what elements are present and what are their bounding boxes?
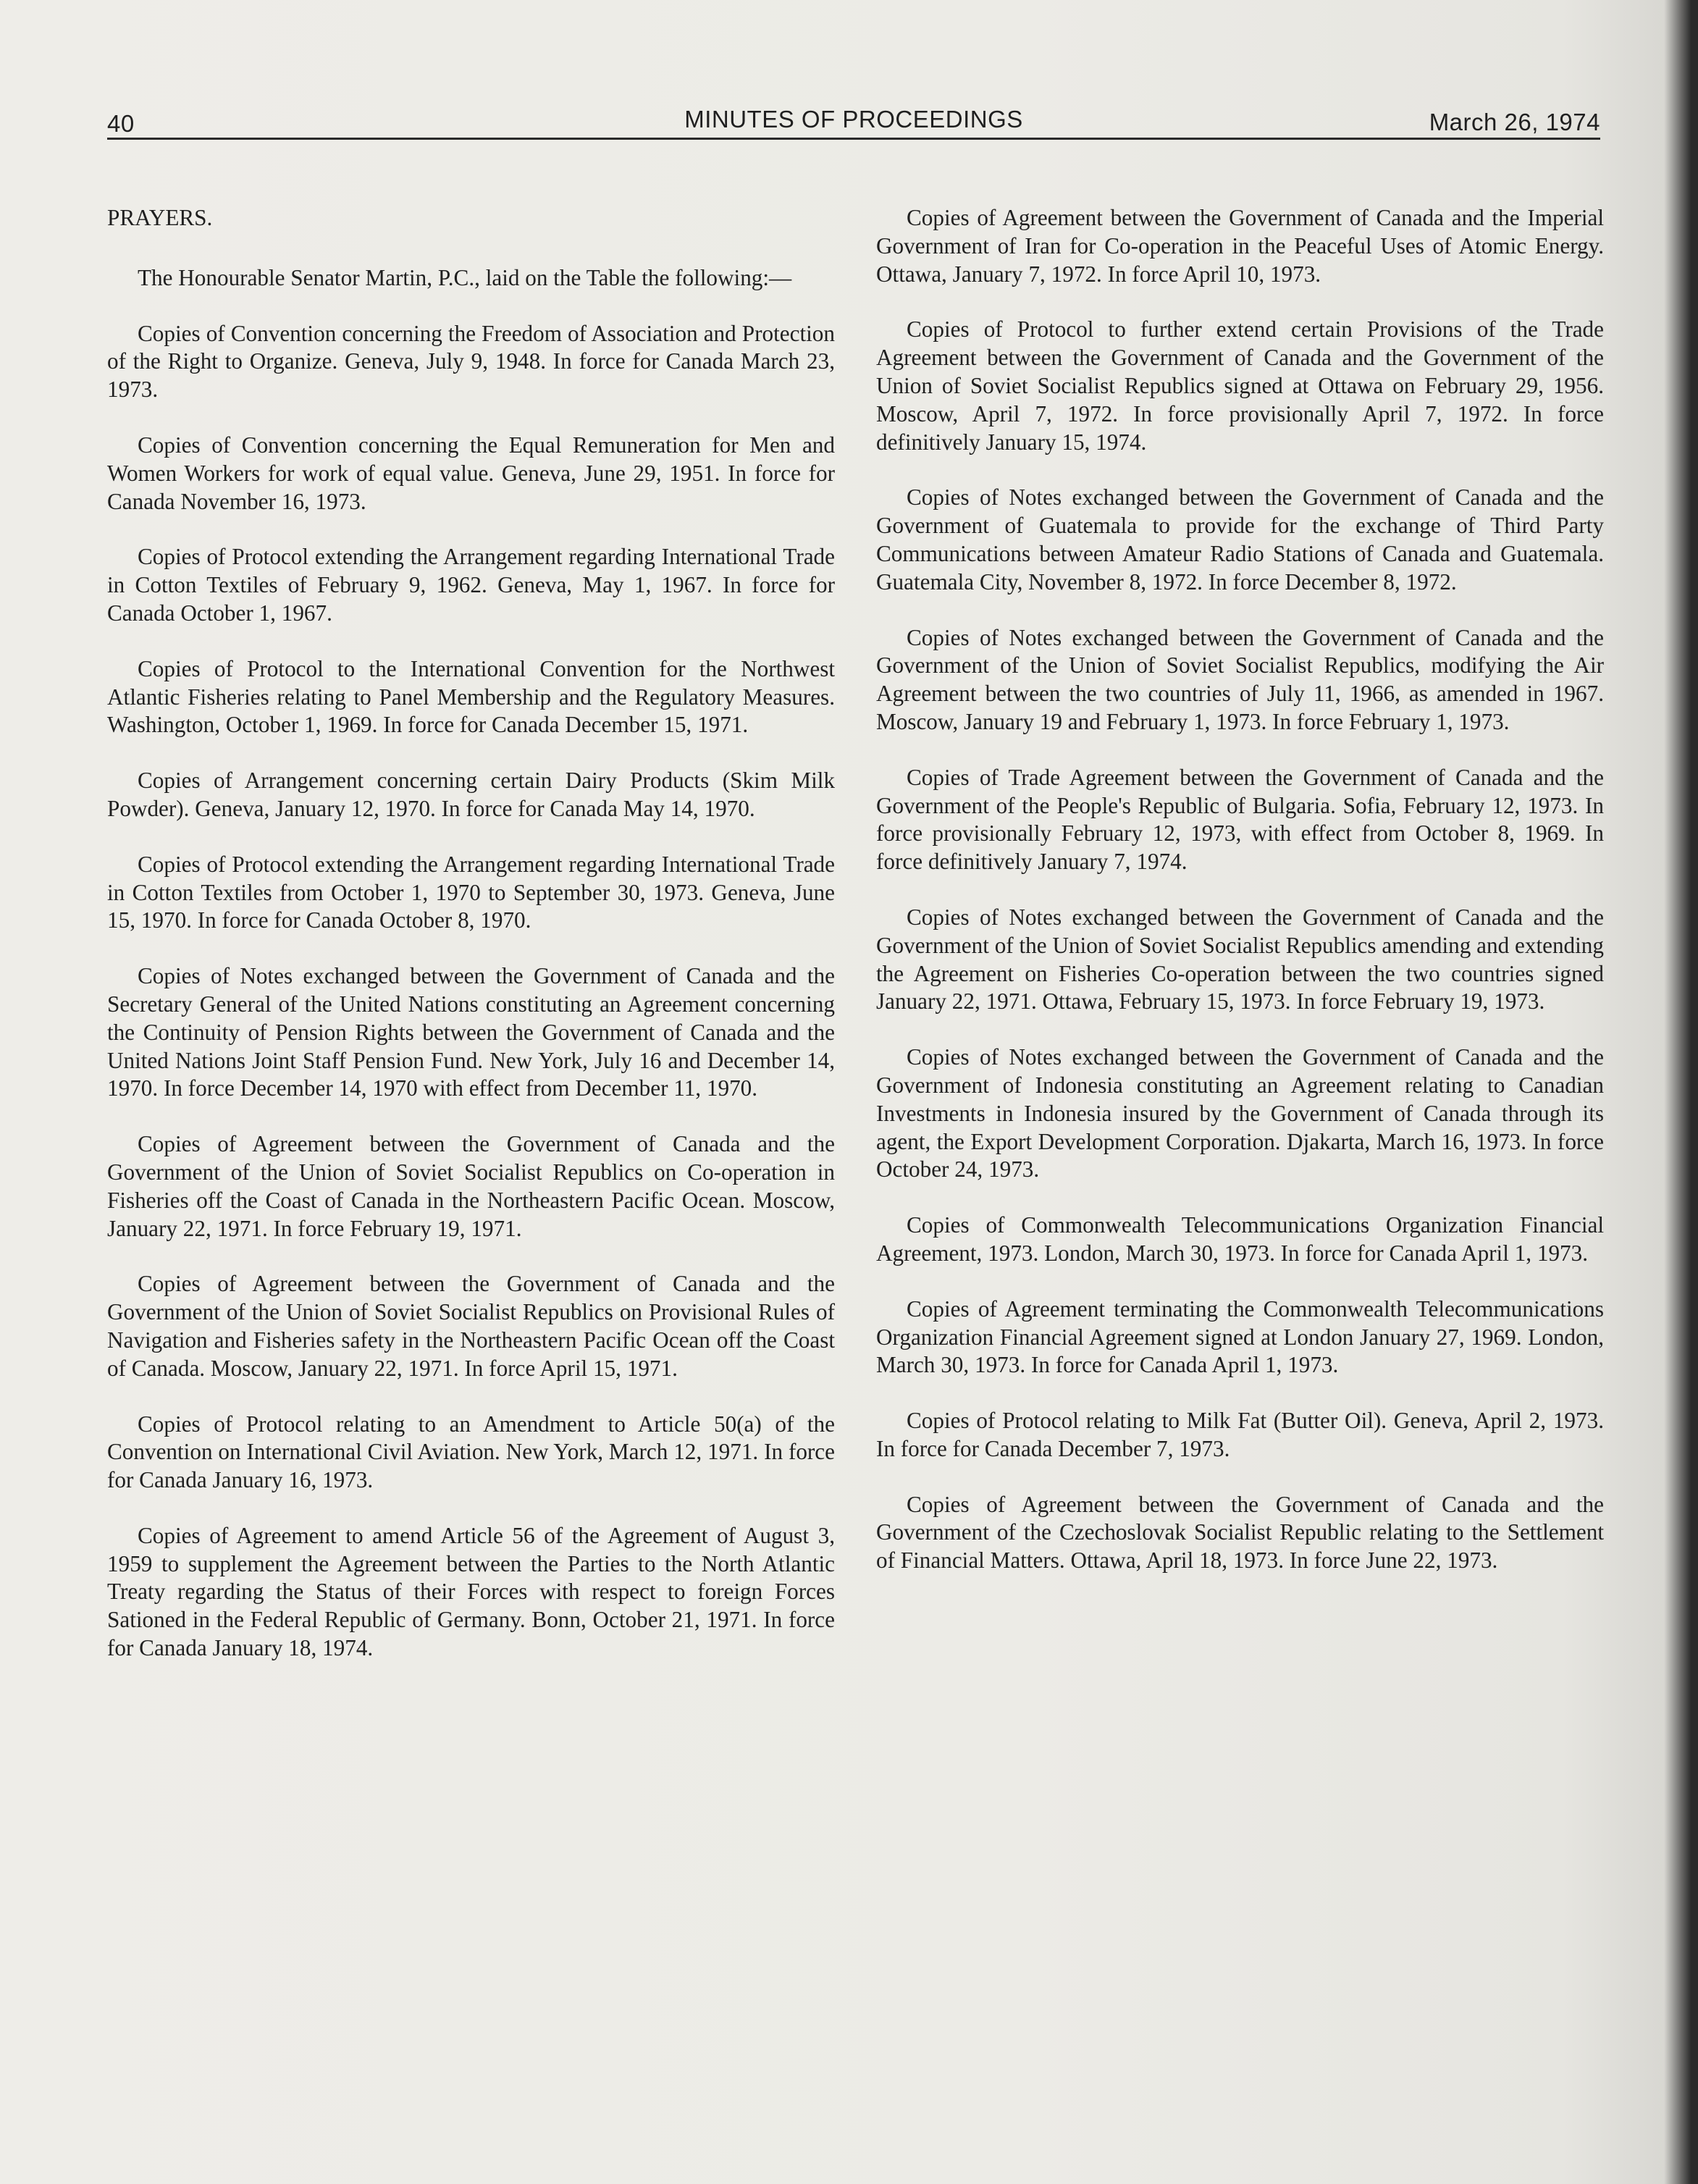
left-column [107,204,835,1690]
paragraph: Copies of Protocol relating to Milk Fat (Butter Oil). Geneva, April 2, 1973. In force for Canada December 7, 1973. [876,1408,1604,1461]
page-number: 40 [107,110,135,137]
paragraph: Copies of Notes exchanged between the Government of Canada and the Government of Guatemala to provide for the exchange of Third Party Communications between Amateur Radio Stations of Canada and Guatemala. Guatemala City, November 8, 1972. In force December 8, 1972. [876,484,1604,595]
header-title: MINUTES OF PROCEEDINGS [684,106,1023,133]
paragraph: Copies of Arrangement concerning certain Dairy Products (Skim Milk Powder). Geneva, January 12, 1970. In force for Canada May 14, 1970. [107,768,835,821]
paragraph: Copies of Agreement between the Government of Canada and the Government of the Union of Soviet Socialist Republics on Provisional Rules of Navigation and Fisheries safety in the Northeastern Pacific Ocean off the Coast of Canada. Moscow, January 22, 1971. In force April 15, 1971. [107,1271,835,1381]
paragraph: Copies of Agreement between the Government of Canada and the Government of the Czechoslovak Socialist Republic relating to the Settlement of Financial Matters. Ottawa, April 18, 1973. In force June 22, 1973. [876,1491,1604,1574]
paragraph: Copies of Agreement terminating the Commonwealth Telecommunications Organization Financial Agreement signed at London January 27, 1969. London, March 30, 1973. In force for Canada April 1, 1973. [876,1295,1604,1378]
paragraph: Copies of Notes exchanged between the Government of Canada and the Government of Indonesia constituting an Agreement relating to Canadian Investments in Indonesia insured by the Government of Canada through its agent, the Export Development Corporation. Djakarta, March 16, 1973. In force October 24, 1973. [876,1044,1604,1183]
paragraph: Copies of Trade Agreement between the Government of Canada and the Government of the People's Republic of Bulgaria. Sofia, February 12, 1973. In force provisionally February 12, 1973, with effect from October 8, 1969. In force definitively January 7, 1974. [876,764,1604,875]
paragraph: Copies of Notes exchanged between the Government of Canada and the Government of the Union of Soviet Socialist Republics, modifying the Air Agreement between the two countries of July 11, 1966, as amended in 1967. Moscow, January 19 and February 1, 1973. In force February 1, 1973. [876,624,1604,734]
paragraph: Copies of Convention concerning the Freedom of Association and Protection of the Right to Organize. Geneva, July 9, 1948. In force for Canada March 23, 1973. [107,320,835,403]
paragraph: Copies of Agreement between the Government of Canada and the Imperial Government of Iran for Co-operation in the Peaceful Uses of Atomic Energy. Ottawa, January 7, 1972. In force April 10, 1973. [876,205,1604,287]
paragraph: Copies of Protocol to the International Convention for the Northwest Atlantic Fisheries relating to Panel Membership and the Regulatory Measures. Washington, October 1, 1969. In force for Canada December 15, 1971. [107,655,835,738]
right-column [876,204,1604,1603]
paragraph: Copies of Agreement to amend Article 56 of the Agreement of August 3, 1959 to supplement the Agreement between the Parties to the North Atlantic Treaty regarding the Status of their Forces with respect to foreign Forces Sationed in the Federal Republic of Germany. Bonn, October 21, 1971. In force for Canada January 18, 1974. [107,1522,835,1661]
page-header [107,106,1600,140]
section-heading: PRAYERS. [107,205,213,230]
paragraph: Copies of Protocol relating to an Amendment to Article 50(a) of the Convention on International Civil Aviation. New York, March 12, 1971. In force for Canada January 16, 1973. [107,1411,835,1493]
header-date: March 26, 1974 [1429,109,1600,135]
paragraph: Copies of Protocol extending the Arrangement regarding International Trade in Cotton Textiles from October 1, 1970 to September 30, 1973. Geneva, June 15, 1970. In force for Canada October 8, 1970. [107,851,835,933]
paragraph: Copies of Convention concerning the Equal Remuneration for Men and Women Workers for work of equal value. Geneva, June 29, 1951. In force for Canada November 16, 1973. [107,432,835,514]
paragraph: Copies of Protocol extending the Arrangement regarding International Trade in Cotton Textiles of February 9, 1962. Geneva, May 1, 1967. In force for Canada October 1, 1967. [107,544,835,626]
paragraph: Copies of Commonwealth Telecommunications Organization Financial Agreement, 1973. London, March 30, 1973. In force for Canada April 1, 1973. [876,1212,1604,1266]
paragraph: Copies of Protocol to further extend certain Provisions of the Trade Agreement between the Government of Canada and the Government of the Union of Soviet Socialist Republics signed at Ottawa on February 29, 1956. Moscow, April 7, 1972. In force provisionally April 7, 1972. In force definitively January 15, 1974. [876,316,1604,455]
paragraph: Copies of Notes exchanged between the Government of Canada and the Secretary General of the United Nations constituting an Agreement concerning the Continuity of Pension Rights between the Government of Canada and the United Nations Joint Staff Pension Fund. New York, July 16 and December 14, 1970. In force December 14, 1970 with effect from December 11, 1970. [107,963,835,1101]
paragraph: Copies of Notes exchanged between the Government of Canada and the Government of the Union of Soviet Socialist Republics amending and extending the Agreement on Fisheries Co-operation between the two countries signed January 22, 1971. Ottawa, February 15, 1973. In force February 19, 1973. [876,904,1604,1015]
paragraph: Copies of Agreement between the Government of Canada and the Government of the Union of Soviet Socialist Republics on Co-operation in Fisheries off the Coast of Canada in the Northeastern Pacific Ocean. Moscow, January 22, 1971. In force February 19, 1971. [107,1131,835,1241]
paragraph: The Honourable Senator Martin, P.C., laid on the Table the following:— [138,264,792,290]
